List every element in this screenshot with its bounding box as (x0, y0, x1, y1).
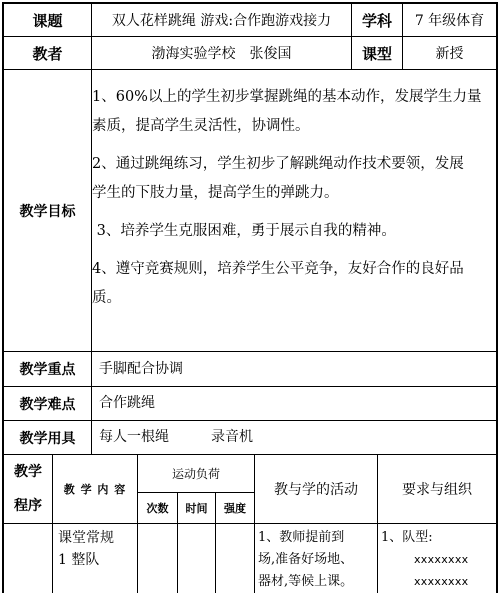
equipment-value: 每人一根绳 录音机 (99, 429, 253, 445)
procedure-label (4, 455, 52, 523)
equipment-label: 教学用具 (19, 430, 76, 447)
topic-label: 课题 (32, 11, 63, 30)
activity-line: 1、教师提前到 (258, 530, 345, 545)
teacher-value: 渤海实验学校 张俊国 (151, 46, 292, 62)
content-line: 1 整队 (58, 552, 100, 568)
type-value: 新授 (435, 46, 464, 62)
objectives-label: 教学目标 (19, 203, 76, 220)
requirements-cell (381, 527, 495, 593)
objective-line: 素质，提高学生灵活性，协调性。 (92, 118, 310, 134)
key-point-label: 教学重点 (19, 362, 76, 378)
objectives-text (92, 83, 496, 313)
topic-value: 双人花样跳绳 游戏:合作跑游戏接力 (111, 13, 332, 29)
subject-value: 7 年级体育 (414, 13, 485, 29)
type-label: 课型 (361, 44, 392, 63)
activity-header: 教与学的活动 (274, 482, 358, 498)
activity-line: 器材,等候上课。 (258, 574, 354, 589)
procedure-label-line: 程序 (14, 498, 42, 514)
load-header: 运动负荷 (171, 467, 220, 481)
subject-label: 学科 (361, 11, 392, 30)
objective-line: 质。 (92, 290, 121, 306)
activity-line: 场,准备好场地、 (258, 552, 354, 567)
content-header: 教 学 内 容 (63, 483, 127, 496)
objective-line: 4、遵守竞赛规则，培养学生公平竞争，友好合作的良好品 (92, 261, 464, 277)
count-header: 次数 (146, 502, 169, 515)
key-point-value: 手脚配合协调 (99, 361, 183, 377)
intensity-header: 强度 (224, 502, 246, 515)
content-cell (58, 527, 136, 571)
objective-line: 3、培养学生克服困难，勇于展示自我的精神。 (92, 223, 396, 239)
content-line: 课堂常规 (58, 530, 114, 546)
objective-line: 2、通过跳绳练习，学生初步了解跳绳动作技术要领，发展 (92, 156, 464, 172)
time-header: 时间 (185, 502, 208, 515)
requirements-line: 1、队型: (381, 530, 433, 545)
grid-line (496, 2, 498, 593)
teacher-label: 教者 (32, 44, 63, 63)
procedure-label-line: 教学 (14, 464, 42, 480)
activity-cell (258, 527, 376, 593)
objective-line: 学生的下肢力量，提高学生的弹跳力。 (92, 185, 339, 201)
difficulty-label: 教学难点 (19, 396, 76, 413)
formation-line: xxxxxxxx (414, 575, 469, 588)
requirements-header: 要求与组织 (402, 482, 472, 498)
objective-line: 1、60%以上的学生初步掌握跳绳的基本动作，发展学生力量 (92, 89, 482, 105)
formation-line: xxxxxxxx (414, 553, 469, 566)
difficulty-value: 合作跳绳 (99, 395, 155, 411)
grid-line (2, 523, 498, 524)
